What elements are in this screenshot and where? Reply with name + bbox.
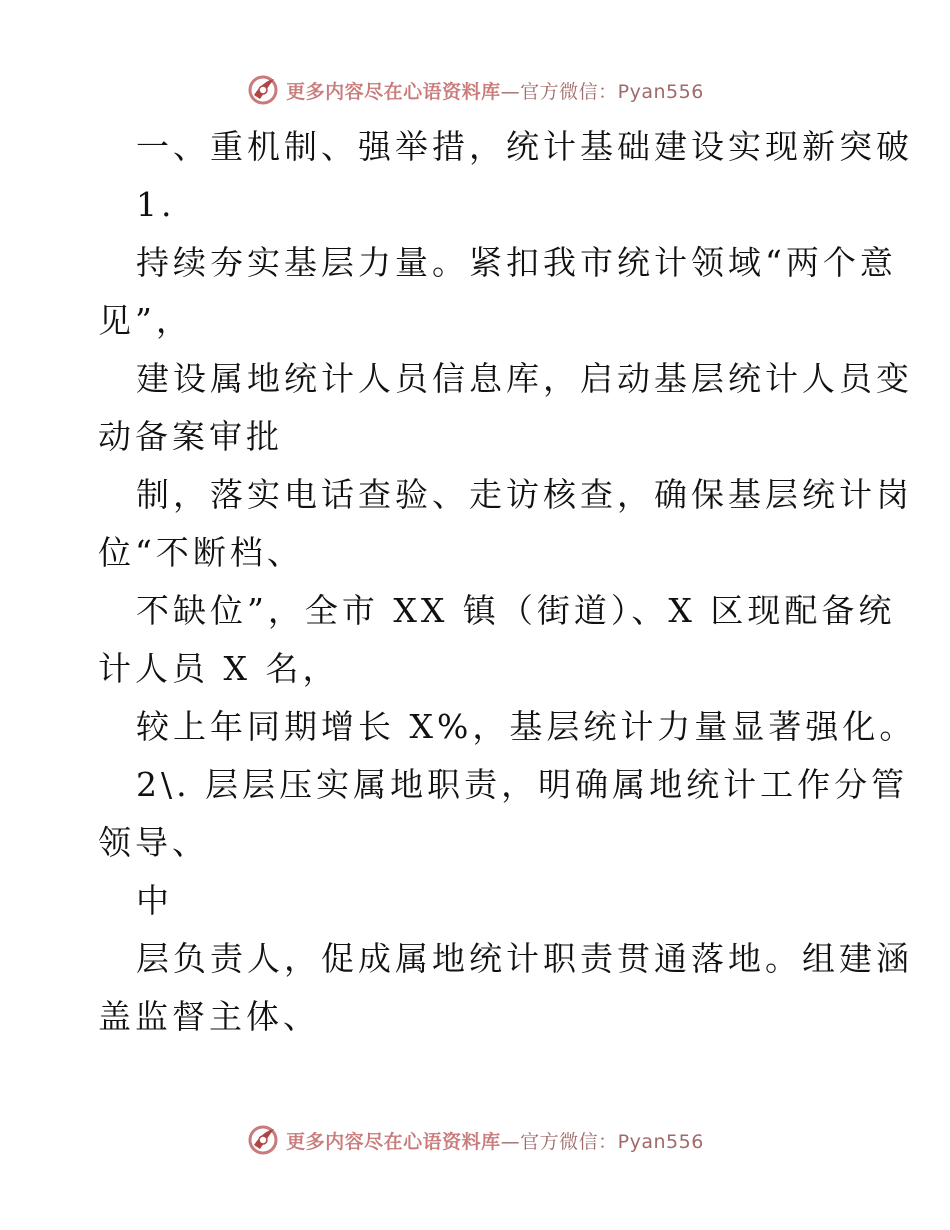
watermark-sub-text: —官方微信：Pyan556 <box>500 1130 704 1153</box>
text-line: 较上年同期增长 X%，基层统计力量显著强化。 <box>136 707 917 746</box>
text-line: 层负责人，促成属地统计职责贯通落地。组建涵 <box>136 939 913 978</box>
text-line: 不缺位”，全市 XX 镇（街道）、X 区现配备统 <box>136 591 896 630</box>
text-line: 2\. 层层压实属地职责，明确属地统计工作分管 <box>136 765 909 804</box>
text-line: 持续夯实基层力量。紧扣我市统计领域“两个意 <box>136 243 897 282</box>
text-line: 动备案审批 <box>98 417 283 456</box>
text-line: 建设属地统计人员信息库，启动基层统计人员变 <box>136 359 913 398</box>
document-body <box>98 118 917 1046</box>
brush-logo-icon <box>246 1123 280 1157</box>
brush-logo-icon <box>246 73 280 107</box>
watermark-sub-text: —官方微信：Pyan556 <box>500 80 704 103</box>
watermark-main-text: 更多内容尽在心语资料库 <box>286 80 501 103</box>
watermark-main-text: 更多内容尽在心语资料库 <box>286 1130 501 1153</box>
footer-watermark <box>0 1120 950 1160</box>
text-line: 盖监督主体、 <box>98 997 320 1036</box>
text-line: 领导、 <box>98 823 209 862</box>
text-line: 1. <box>136 185 176 224</box>
text-line: 位“不断档、 <box>98 533 304 572</box>
text-line: 制，落实电话查验、走访核查，确保基层统计岗 <box>136 475 913 514</box>
text-line: 计人员 X 名， <box>98 649 340 688</box>
header-watermark <box>0 70 950 110</box>
text-line: 见”， <box>98 301 193 340</box>
text-line: 一、重机制、强举措，统计基础建设实现新突破 <box>136 127 913 166</box>
text-line: 中 <box>136 881 173 920</box>
